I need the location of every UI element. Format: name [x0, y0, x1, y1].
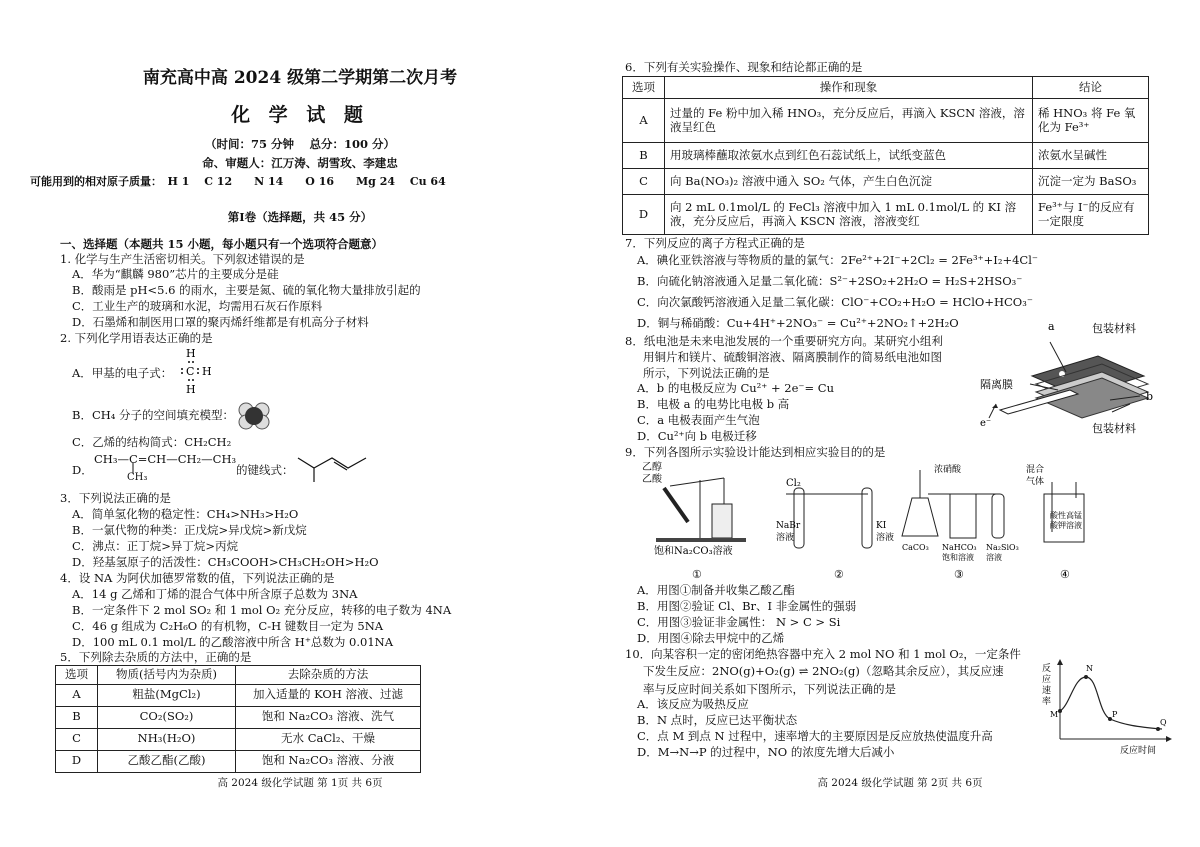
table-cell: 饱和 Na₂CO₃ 溶液、分液: [236, 750, 421, 772]
table-cell: 过量的 Fe 粉中加入稀 HNO₃，充分反应后，再滴入 KSCN 溶液，溶液呈红色: [665, 99, 1033, 143]
q9-option-d: D．用图④除去甲烷中的乙烯: [637, 631, 785, 645]
point-p: P: [1112, 710, 1118, 719]
page-2: [600, 0, 1200, 847]
table-header: 结论: [1033, 77, 1149, 99]
fig1-number: ①: [692, 568, 702, 581]
label-a: a: [1048, 320, 1055, 333]
q10-option-d: D．M→N→P 的过程中，NO 的浓度先增大后减小: [637, 745, 895, 759]
q9-option-b: B．用图②验证 Cl、Br、I 非金属性的强弱: [637, 599, 857, 613]
table-cell: 乙酸乙酯(乙酸): [98, 750, 236, 772]
question-10: 10．向某容积一定的密闭绝热容器中充入 2 mol NO 和 1 mol O₂，一定条件: [625, 647, 1021, 661]
time-info: （时间：75 分钟 总分：100 分）: [204, 137, 396, 151]
exam-subject: 化 学 试 题: [231, 104, 369, 126]
fig3-number: ③: [954, 568, 964, 581]
label-membrane: 隔离膜: [980, 378, 1013, 391]
table-cell: B: [56, 706, 98, 728]
table-row: [56, 728, 421, 750]
y-label-4: 率: [1042, 697, 1052, 707]
table-cell: 向 2 mL 0.1mol/L 的 FeCl₃ 溶液中加入 1 mL 0.1mol/L 的 KI 溶液，充分反应后，再滴入 KSCN 溶液，溶液变红: [665, 195, 1033, 235]
question-3: 3．下列说法正确的是: [60, 491, 171, 505]
fig3-label-solution: 溶液: [986, 553, 1002, 562]
q2-structural-formula: CH₃—C=CH—CH₂—CH₃: [94, 452, 237, 466]
q8-option-c: C．a 电极表面产生气泡: [637, 413, 760, 427]
table-cell: NH₃(H₂O): [98, 728, 236, 750]
fig2-label-nabr: NaBr: [776, 521, 801, 531]
table-row: [623, 143, 1149, 169]
table-cell: CO₂(SO₂): [98, 706, 236, 728]
table-header: 物质(括号内为杂质): [98, 666, 236, 685]
label-pack-bottom: 包装材料: [1092, 422, 1136, 435]
y-label-3: 速: [1042, 686, 1052, 696]
table-cell: Fe³⁺与 I⁻的反应有一定限度: [1033, 195, 1149, 235]
table-cell: 浓氨水呈碱性: [1033, 143, 1149, 169]
page-footer: 高 2024 级化学试题 第 2页 共 6页: [817, 777, 983, 789]
fig2-label-cl2: Cl₂: [786, 478, 801, 489]
q9-option-c: C．用图③验证非金属性： N > C > Si: [637, 615, 841, 629]
fig1-label-solution: 饱和Na₂CO₃溶液: [654, 546, 733, 557]
fig1-label-ethanol: 乙醇: [642, 462, 662, 473]
y-label-2: 应: [1042, 675, 1052, 685]
table-cell: 无水 CaCl₂、干燥: [236, 728, 421, 750]
q1-option-a: A．华为“麒麟 980”芯片的主要成分是硅: [72, 267, 279, 281]
q9-option-a: A．用图①制备并收集乙酸乙酯: [637, 583, 795, 597]
table-header: 选项: [623, 77, 665, 99]
question-8-line2: 用铜片和镁片、硫酸铜溶液、隔离膜制作的简易纸电池如图: [643, 350, 942, 364]
table-row: [623, 169, 1149, 195]
question-8: 8．纸电池是未来电池发展的一个重要研究方向。某研究小组利: [625, 334, 943, 348]
fig2-label-solution2: 溶液: [876, 533, 895, 543]
q8-option-d: D．Cu²⁺向 b 电极迁移: [637, 429, 757, 443]
table-header-row: [623, 77, 1149, 99]
table-cell: A: [623, 99, 665, 143]
fig3-label-nahco3: NaHCO₃: [942, 543, 977, 552]
table-header-row: [56, 666, 421, 685]
paper-battery-diagram: [980, 318, 1160, 440]
table-cell: 向 Ba(NO₃)₂ 溶液中通入 SO₂ 气体，产生白色沉淀: [665, 169, 1033, 195]
table-cell: 粗盐(MgCl₂): [98, 684, 236, 706]
svg-text:H: H: [186, 383, 196, 396]
q1-option-d: D．石墨烯和制医用口罩的聚丙烯纤维都是有机高分子材料: [72, 315, 369, 329]
q4-option-a: A．14 g 乙烯和丁烯的混合气体中所含原子总数为 3NA: [72, 587, 358, 601]
fig4-label-kmno4-2: 酸钾溶液: [1050, 521, 1082, 530]
fig4-number: ④: [1060, 568, 1070, 581]
table-header: 操作和现象: [665, 77, 1033, 99]
atomic-mass-info: 可能用到的相对原子质量： H 1 C 12 N 14 O 16 Mg 24 Cu 64: [30, 175, 446, 188]
question-10-line3: 率与反应时间关系如下图所示，下列说法正确的是: [643, 682, 896, 696]
point-q: Q: [1160, 718, 1167, 727]
table-cell: 沉淀一定为 BaSO₃: [1033, 169, 1149, 195]
question-10-line2: 下发生反应：2NO(g)+O₂(g) ⇌ 2NO₂(g)（忽略其余反应），其反应速: [643, 664, 1004, 678]
authors: 命、审题人：江万涛、胡雪玫、李建忠: [202, 156, 398, 170]
question-7: 7．下列反应的离子方程式正确的是: [625, 236, 805, 250]
point-n: N: [1086, 664, 1093, 673]
point-m: M: [1050, 710, 1059, 719]
table-row: [56, 684, 421, 706]
label-b: b: [1146, 390, 1154, 403]
question-9: 9．下列各图所示实验设计能达到相应实验目的的是: [625, 445, 886, 459]
fig2-number: ②: [834, 568, 844, 581]
table-row: [623, 99, 1149, 143]
svg-text:H: H: [202, 365, 212, 378]
q7-option-d: D．铜与稀硝酸：Cu+4H⁺+2NO₃⁻ = Cu²⁺+2NO₂↑+2H₂O: [637, 316, 959, 330]
x-label: 反应时间: [1120, 746, 1157, 756]
q7-option-b: B．向硫化钠溶液通入足量二氧化硫：S²⁻+2SO₂+2H₂O = H₂S+2HSO₃⁻: [637, 274, 1023, 288]
q8-option-b: B．电极 a 的电势比电极 b 高: [637, 397, 790, 411]
fig3-label-nitric: 浓硝酸: [934, 465, 962, 475]
space-filling-model-icon: [237, 400, 271, 432]
skeletal-formula-icon: [296, 450, 368, 484]
q2-option-b: B．CH₄ 分子的空间填充模型：: [72, 408, 235, 422]
label-pack-top: 包装材料: [1092, 322, 1136, 335]
q2-option-d: D．: [72, 463, 93, 477]
fig4-label-gas: 气体: [1026, 477, 1045, 487]
q7-option-c: C．向次氯酸钙溶液通入足量二氧化碳：ClO⁻+CO₂+H₂O = HClO+HCO₃⁻: [637, 295, 1033, 309]
label-electron: e⁻: [980, 418, 992, 429]
table-cell: C: [623, 169, 665, 195]
q5-table: [55, 665, 421, 773]
question-4: 4．设 NA 为阿伏加德罗常数的值，下列说法正确的是: [60, 571, 335, 585]
q8-option-a: A．b 的电极反应为 Cu²⁺ + 2e⁻= Cu: [637, 381, 834, 395]
q1-option-c: C．工业生产的玻璃和水泥，均需用石灰石作原料: [72, 299, 323, 313]
table-row: [56, 750, 421, 772]
table-cell: D: [56, 750, 98, 772]
question-6: 6．下列有关实验操作、现象和结论都正确的是: [625, 60, 863, 74]
q10-option-c: C．点 M 到点 N 过程中，速率增大的主要原因是反应放热使温度升高: [637, 729, 993, 743]
table-cell: B: [623, 143, 665, 169]
q1-option-b: B．酸雨是 pH<5.6 的雨水，主要是氮、硫的氧化物大量排放引起的: [72, 283, 421, 297]
table-cell: D: [623, 195, 665, 235]
rate-time-graph: [1038, 655, 1178, 759]
q3-option-b: B．一氯代物的种类：正戊烷>异戊烷>新戊烷: [72, 523, 307, 537]
q6-table: [622, 76, 1149, 235]
exam-title: 南充高中高 2024 级第二学期第二次月考: [142, 68, 458, 88]
q3-option-d: D．羟基氢原子的活泼性：CH₃COOH>CH₃CH₂OH>H₂O: [72, 555, 379, 569]
table-cell: 加入适量的 KOH 溶液、过滤: [236, 684, 421, 706]
q7-option-a: A．碘化亚铁溶液与等物质的量的氯气：2Fe²⁺+2I⁻+2Cl₂ = 2Fe³⁺+I₂+4Cl⁻: [637, 253, 1038, 267]
table-row: [56, 706, 421, 728]
fig3-label-caco3: CaCO₃: [902, 543, 929, 552]
q2-skeletal-label: 的键线式：: [236, 463, 294, 477]
section-heading: 第Ⅰ卷（选择题，共 45 分）: [227, 210, 373, 224]
q10-option-b: B．N 点时，反应已达平衡状态: [637, 713, 798, 727]
fig2-label-ki: KI: [876, 521, 887, 531]
q2-option-c: C．乙烯的结构简式：CH₂CH₂: [72, 435, 232, 449]
y-label-1: 反: [1042, 664, 1052, 674]
table-cell: 稀 HNO₃ 将 Fe 氧化为 Fe³⁺: [1033, 99, 1149, 143]
q2-option-a: A．甲基的电子式：: [72, 366, 173, 380]
svg-text:C: C: [186, 365, 195, 378]
methyl-electron-formula-icon: [178, 345, 218, 397]
branch-bond: [131, 463, 135, 473]
fig2-label-solution1: 溶液: [776, 533, 795, 543]
table-cell: C: [56, 728, 98, 750]
fig1-label-acetic: 乙酸: [642, 474, 662, 485]
q4-option-b: B．一定条件下 2 mol SO₂ 和 1 mol O₂ 充分反应，转移的电子数为 4NA: [72, 603, 452, 617]
q3-option-a: A．简单氢化物的稳定性：CH₄>NH₃>H₂O: [72, 507, 299, 521]
fig4-label-mixed: 混合: [1026, 465, 1045, 475]
question-1: 1. 化学与生产生活密切相关。下列叙述错误的是: [60, 252, 305, 266]
table-cell: 用玻璃棒蘸取浓氨水点到红色石蕊试纸上，试纸变蓝色: [665, 143, 1033, 169]
question-2: 2. 下列化学用语表达正确的是: [60, 331, 213, 345]
q3-option-c: C．沸点：正丁烷>异丁烷>丙烷: [72, 539, 239, 553]
table-header: 选项: [56, 666, 98, 685]
q10-option-a: A．该反应为吸热反应: [637, 697, 749, 711]
fig3-label-sat: 饱和溶液: [942, 553, 974, 562]
q4-option-c: C．46 g 组成为 C₂H₆O 的有机物，C-H 键数目一定为 5NA: [72, 619, 384, 633]
table-header: 去除杂质的方法: [236, 666, 421, 685]
q2-branch: CH₃: [127, 472, 148, 483]
fig3-label-na2sio3: Na₂SiO₃: [986, 543, 1019, 552]
svg-text:H: H: [186, 347, 196, 360]
table-row: [623, 195, 1149, 235]
q9-apparatus-figures: [640, 458, 1100, 582]
table-cell: A: [56, 684, 98, 706]
fig4-label-kmno4: 酸性高锰: [1050, 511, 1082, 520]
part-heading: 一、选择题（本题共 15 小题，每小题只有一个选项符合题意）: [60, 237, 384, 251]
question-5: 5．下列除去杂质的方法中，正确的是: [60, 650, 252, 664]
q4-option-d: D．100 mL 0.1 mol/L 的乙酸溶液中所含 H⁺总数为 0.01NA: [72, 635, 394, 649]
table-cell: 饱和 Na₂CO₃ 溶液、洗气: [236, 706, 421, 728]
page-footer: 高 2024 级化学试题 第 1页 共 6页: [217, 777, 383, 789]
question-8-line3: 所示，下列说法正确的是: [643, 366, 770, 380]
